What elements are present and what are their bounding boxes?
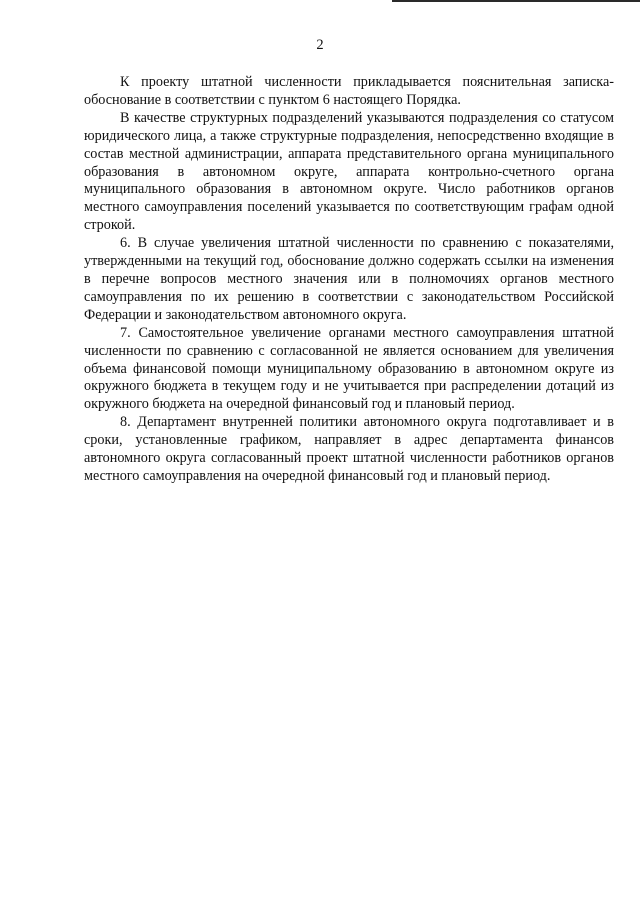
paragraph-structural-units: В качестве структурных подразделений указываются подразделения со статусом юридического лица, а также структурные подразделения, непосредственно входящие в состав местной администрации, аппарата представительного органа муниципального образования в автономном округе, аппарата контрольно-счетного органа муниципального образования в автономном округе. Число работников органов местного самоуправления поселений указывается по соответствующим графам одной строкой. (84, 109, 614, 234)
document-body (84, 74, 614, 486)
paragraph-item-7: 7. Самостоятельное увеличение органами местного самоуправления штатной численности по сравнению с согласованной не является основанием для увеличения объема финансовой помощи муниципальному образованию в автономном округе из окружного бюджета в текущем году и не учитывается при распределении дотаций из окружного бюджета на очередной финансовый год и плановый период. (84, 324, 614, 413)
paragraph-item-6: 6. В случае увеличения штатной численности по сравнению с показателями, утвержденными на текущий год, обоснование должно содержать ссылки на изменения в перечне вопросов местного значения или в полномочиях органов местного самоуправления по их решению в соответствии с законодательством Российской Федерации и законодательством автономного округа. (84, 235, 614, 323)
top-border-line (392, 0, 640, 2)
paragraph-explanatory-note: К проекту штатной численности прикладывается пояснительная записка-обоснование в соответствии с пунктом 6 настоящего Порядка. (84, 74, 614, 108)
paragraph-item-8: 8. Департамент внутренней политики автономного округа подготавливает и в сроки, установленные графиком, направляет в адрес департамента финансов автономного округа согласованный проект штатной численности работников органов местного самоуправления на очередной финансовый год и плановый период. (84, 414, 614, 484)
page-number: 2 (316, 37, 324, 53)
